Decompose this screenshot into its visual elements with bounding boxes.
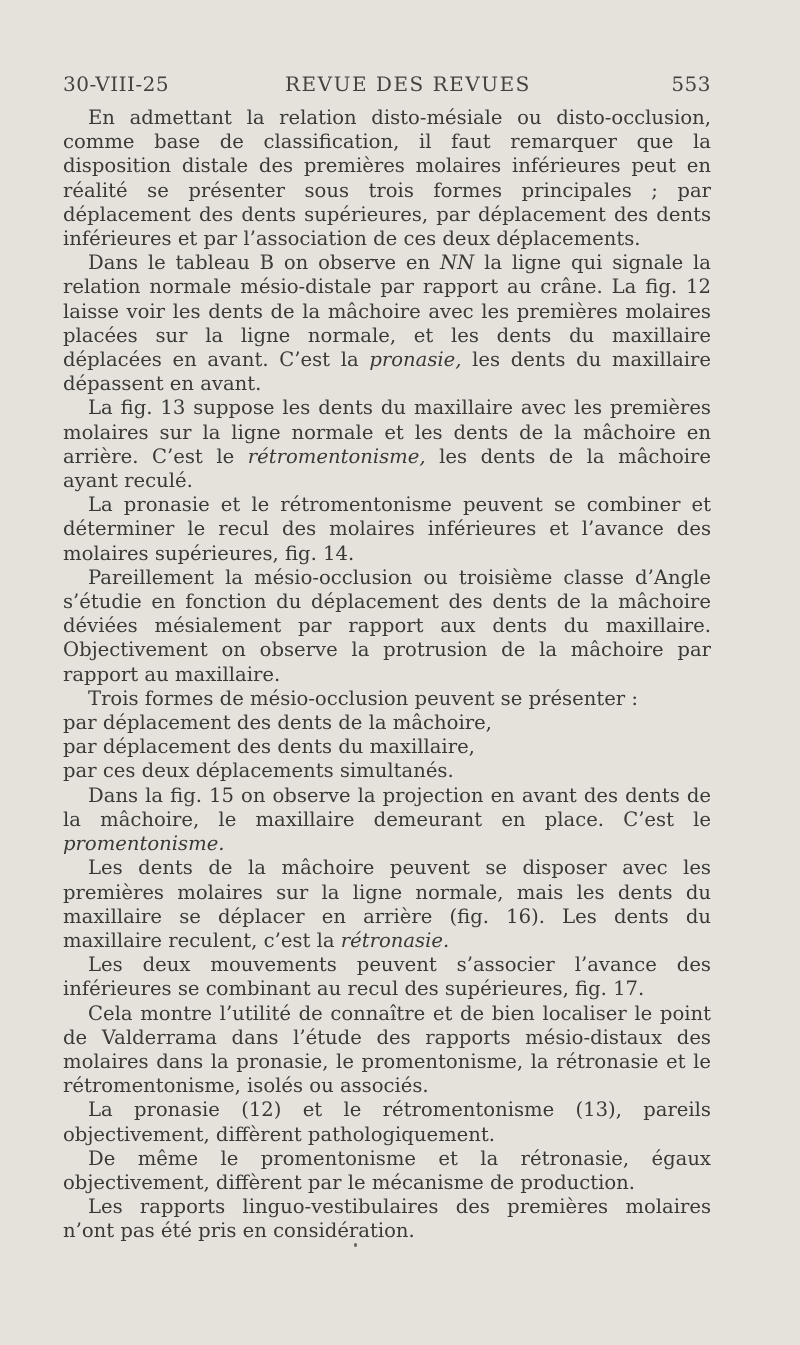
paragraph: [63, 784, 711, 857]
text-run: Les dents de la mâchoire peuvent se disposer avec les premières molaires sur la ligne normale, mais les dents du maxillaire se déplacer en arrière (fig. 16). Les dents du maxillaire reculent, c’est la: [63, 856, 711, 952]
text-run: les dents de la mâchoire ayant reculé.: [63, 444, 711, 493]
paragraph: [63, 735, 711, 759]
paragraph: [63, 566, 711, 687]
text-run: par ces deux déplacements simultanés.: [63, 759, 454, 783]
article-body: [63, 106, 711, 1244]
paragraph: [63, 759, 711, 783]
paper-speck: [354, 1243, 357, 1247]
text-run: La pronasie (12) et le rétromentonisme (13), pareils objectivement, diffèrent pathologiquement.: [63, 1098, 711, 1146]
paragraph: [63, 687, 711, 711]
paragraph: [63, 1147, 711, 1195]
italic-term: pronasie,: [369, 348, 462, 372]
text-run: Les deux mouvements peuvent s’associer l’avance des inférieures se combinant au recul des supérieures, fig. 17.: [63, 953, 711, 1001]
running-header: [63, 72, 711, 106]
text-run: Pareillement la mésio-occlusion ou troisième classe d’Angle s’étudie en fonction du déplacement des dents de la mâchoire déviées mésialement par rapport aux dents du maxillaire. Objectivement on observe la protrusion de la mâchoire par rapport au maxillaire.: [63, 565, 711, 686]
text-run: De même le promentonisme et la rétronasie, égaux objectivement, diffèrent par le mécanisme de production.: [63, 1146, 711, 1194]
text-run: Dans le tableau B on observe en: [88, 251, 440, 275]
page-number: 553: [671, 72, 711, 96]
text-run: En admettant la relation disto-mésiale ou disto-occlusion, comme base de classification, il faut remarquer que la disposition distale des premières molaires inférieures peut en réalité se présenter sous trois formes principales ; par déplacement des dents supérieures, par déplacement des dents inférieures et par l’association de ces deux déplacements.: [63, 106, 711, 251]
header-date: 30-VIII-25: [63, 72, 170, 96]
paragraph: [63, 396, 711, 493]
text-run: par déplacement des dents du maxillaire,: [63, 735, 475, 759]
page: [63, 72, 711, 1244]
paragraph: [63, 493, 711, 566]
italic-term: rétromentonisme,: [247, 444, 426, 468]
text-run: Trois formes de mésio-occlusion peuvent se présenter :: [88, 686, 638, 710]
italic-term: rétronasie.: [340, 928, 450, 952]
italic-term: NN: [439, 251, 475, 275]
paragraph: [63, 711, 711, 735]
italic-term: promentonisme.: [63, 832, 225, 856]
paragraph: [63, 953, 711, 1001]
paragraph: [63, 106, 711, 251]
text-run: les dents du maxillaire dépassent en avant.: [63, 348, 711, 396]
paragraph: [63, 856, 711, 953]
paragraph: [63, 1002, 711, 1099]
header-journal-title: REVUE DES REVUES: [285, 72, 531, 96]
text-run: La fig. 13 suppose les dents du maxillaire avec les premières molaires sur la ligne normale et les dents de la mâchoire en arrière. C’est le: [63, 396, 711, 468]
text-run: Cela montre l’utilité de connaître et de bien localiser le point de Valderrama dans l’étude des rapports mésio-distaux des molaires dans la pronasie, le promentonisme, la rétronasie et le rétromentonisme, isolés ou associés.: [63, 1001, 711, 1098]
text-run: Dans la fig. 15 on observe la projection en avant des dents de la mâchoire, le maxillaire demeurant en place. C’est le: [63, 783, 711, 831]
paragraph: [63, 251, 711, 396]
text-run: la ligne qui signale la relation normale mésio-distale par rapport au crâne. La fig. 12 laisse voir les dents de la mâchoire avec les premières molaires placées sur la ligne normale, et les dents du maxillaire déplacées en avant. C’est la: [63, 251, 711, 372]
text-run: par déplacement des dents de la mâchoire,: [63, 711, 492, 735]
paragraph: [63, 1195, 711, 1243]
text-run: La pronasie et le rétromentonisme peuvent se combiner et déterminer le recul des molaires inférieures et l’avance des molaires supérieures, fig. 14.: [63, 493, 711, 565]
paragraph: [63, 1098, 711, 1146]
text-run: Les rapports linguo-vestibulaires des premières molaires n’ont pas été pris en considération.: [63, 1195, 711, 1243]
